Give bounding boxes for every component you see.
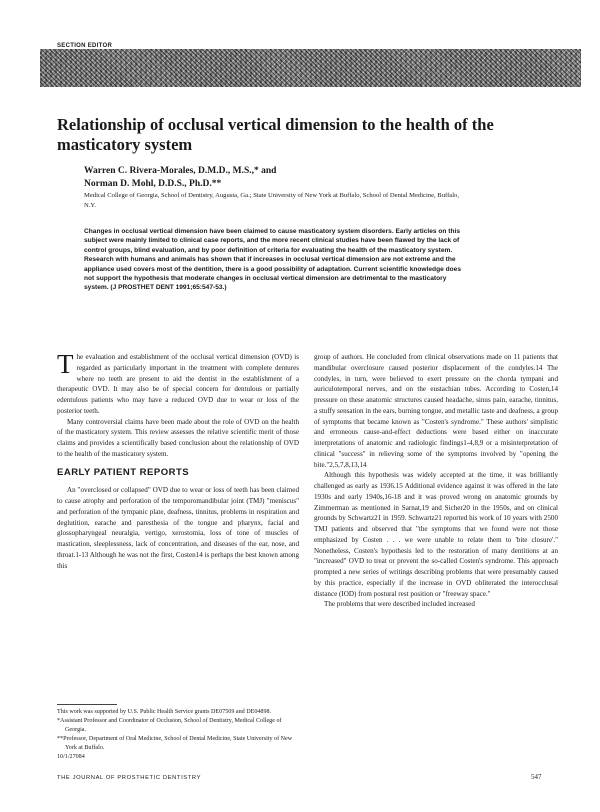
- abstract: Changes in occlusal vertical dimension have been claimed to cause masticatory system disorders. Early articles on this subject were mainly limited to clinical case reports, and the more recent clinical studies have been flawed by the lack of control groups, blind evaluation, and by poor definition of criteria for evaluating the health of the masticatory system. Research with humans and animals has shown that if increases in occlusal vertical dimension are not extreme and the appliance used covers most of the dentition, there is a good possibility of adaptation. Current scientific knowledge does not support the hypothesis that moderate changes in occlusal vertical dimension are detrimental to the masticatory system. (J PROSTHET DENT 1991;65:547-53.): [84, 228, 462, 292]
- body-column-right: [314, 352, 558, 610]
- footnote-rule: [57, 704, 117, 705]
- body-paragraph: Although this hypothesis was widely accepted at the time, it was brilliantly challenged as early as 1936.15 Additional evidence against it was offered in the late 1930s and early 1940s,16-18 and it was proved wrong on anatomic grounds by Zimmerman as mentioned in Sarnat,19 and Sicher20 in the 1950s, and on clinical grounds by Schwartz21 in 1959. Schwartz21 reported his work of 10 years with 2500 TMJ patients and observed that "the symptoms that we found were not those emphasized by Costen . . . we were unable to relate them to 'bite closure'." Nonetheless, Costen's hypothesis led to the restoration of many dentitions at an "increased" OVD to treat or prevent the so-called Costen's syndrome. This approach prompted a new series of writings describing problems that were presumably caused by this practice, especially if the increase in OVD obliterated the interocclusal distance (IOD) from postural rest position or "freeway space.": [314, 471, 558, 598]
- author-block: [84, 165, 276, 191]
- author-line: Warren C. Rivera-Morales, D.M.D., M.S.,* and: [84, 166, 277, 176]
- page-number: 547: [531, 773, 542, 781]
- drop-cap: T: [57, 349, 74, 379]
- author-line: Norman D. Mohl, D.D.S., Ph.D.**: [84, 179, 222, 189]
- footnote: This work was supported by U.S. Public Health Service grants DE07509 and DE04898.: [57, 709, 272, 715]
- section-heading: EARLY PATIENT REPORTS: [57, 466, 190, 478]
- footnote: 10/1/27084: [57, 754, 85, 761]
- header-halftone-band: [40, 49, 581, 87]
- body-paragraph: An "overclosed or collapsed" OVD due to wear or loss of teeth has been claimed to cause atrophy and perforation of the temporomandibular joint (TMJ) "meniscus" and perforation of the tympanic plate, deafness, tinnitus, problems in respiration and deglutition, earache and paresthesia of the tongue and pharynx, facial and glossopharyngeal neuralgia, vertigo, xerostomia, loss of tone of muscles of mastication, sleeplessness, lack of concentration, and diseases of the ear, nose, and throat.1-13 Although he was not the first, Costen14 is perhaps the best known among this: [57, 486, 299, 570]
- footnotes: [57, 708, 299, 763]
- intro-text: he evaluation and establishment of the occlusal vertical dimension (OVD) is regarded as particularly important in the treatment with complete dentures where no teeth are present to aid the dentist in the establishment of a therapeutic OVD. It may also be of special concern for dentulous or partially edentulous patients who may have a reduced OVD due to wear or loss of the posterior teeth.: [57, 353, 299, 415]
- body-paragraph: group of authors. He concluded from clinical observations made on 11 patients that mandibular overclosure caused posterior displacement of the condyles.14 The condyles, in turn, were believed to exert pressure on the chorda tympani and auriculotemporal nerves, and on the eustachian tubes. According to Costen,14 pressure on these anatomic structures caused headache, sinus pain, earache, tinnitus, a stuffy sensation in the ears, burning tongue, and metallic taste and deafness, a group of symptoms that became known as "Costen's syndrome." These authors' simplistic and erroneous cause-and-effect deductions were based either on inaccurate interpretations of anatomic and radiologic findings1-4,8,9 or a misinterpretation of clinical "success" in relieving some of the symptoms involved by "opening the bite."2,5,7,8,13,14: [314, 353, 558, 469]
- section-label: SECTION EDITOR: [57, 43, 113, 49]
- body-paragraph: The problems that were described included increased: [324, 600, 475, 609]
- article-title: Relationship of occlusal vertical dimension to the health of the masticatory system: [57, 115, 494, 154]
- footnote: *Assistant Professor and Coordinator of Occlusion, School of Dentistry, Medical College of Georgia.: [57, 718, 282, 734]
- footnote: **Professor, Department of Oral Medicine, School of Dental Medicine, State University of New York at Buffalo.: [57, 736, 293, 752]
- affiliation: Medical College of Georgia, School of Dentistry, Augusta, Ga.; State University of New York at Buffalo, School of Dental Medicine, Buffalo, N.Y.: [84, 192, 459, 209]
- intro-paragraph: [57, 349, 299, 417]
- body-paragraph: Many controversial claims have been made about the role of OVD on the health of the masticatory system. This review assesses the relative scientific merit of those claims and provides a scientifically based conclusion about the relationship of OVD to the health of the masticatory system.: [57, 417, 299, 458]
- body-column-left: [57, 349, 299, 571]
- journal-name: THE JOURNAL OF PROSTHETIC DENTISTRY: [57, 775, 202, 781]
